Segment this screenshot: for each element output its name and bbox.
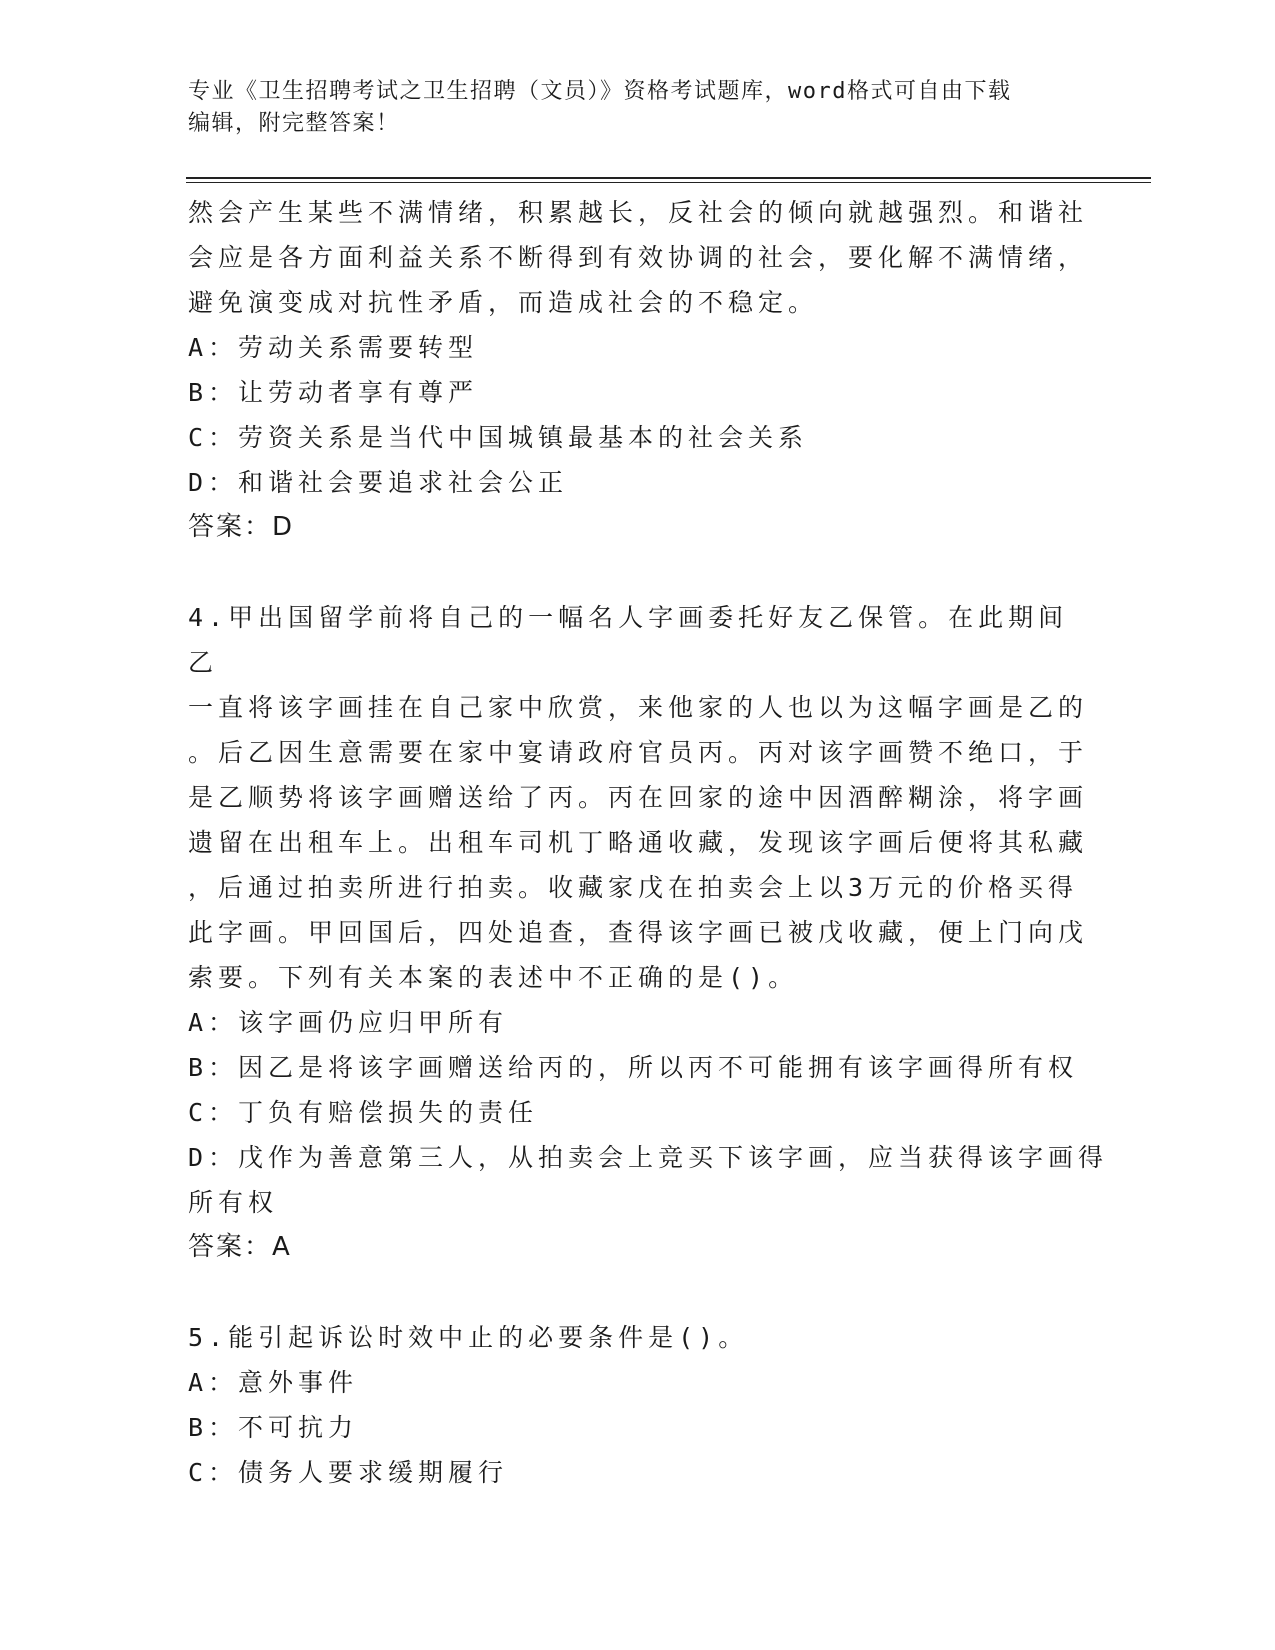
question-stem-line: 。后乙因生意需要在家中宴请政府官员丙。丙对该字画赞不绝口，于: [188, 738, 1089, 767]
question-stem-line: 避免演变成对抗性矛盾，而造成社会的不稳定。: [188, 288, 819, 317]
question-4: [188, 595, 1109, 1270]
question-content: [188, 190, 1109, 1495]
question-stem-line: 会应是各方面利益关系不断得到有效协调的社会，要化解不满情绪，: [188, 243, 1089, 272]
question-stem-line: 4.甲出国留学前将自己的一幅名人字画委托好友乙保管。在此期间乙: [188, 603, 1069, 677]
answer-label: 答案：A: [188, 1232, 292, 1262]
option-d: D：和谐社会要追求社会公正: [188, 468, 569, 497]
option-b: B：不可抗力: [188, 1413, 359, 1442]
option-d: D：戊作为善意第三人，从拍卖会上竞买下该字画，应当获得该字画得: [188, 1143, 1109, 1172]
question-stem-line: 是乙顺势将该字画赠送给了丙。丙在回家的途中因酒醉糊涂，将字画: [188, 783, 1089, 812]
option-b: B：因乙是将该字画赠送给丙的，所以丙不可能拥有该字画得所有权: [188, 1053, 1079, 1082]
header-line-2: 编辑，附完整答案！: [188, 111, 400, 136]
question-stem-line: 索要。下列有关本案的表述中不正确的是()。: [188, 963, 799, 992]
header-line-1: 专业《卫生招聘考试之卫生招聘（文员）》资格考试题库，word格式可自由下载: [188, 79, 1012, 104]
option-b: B：让劳动者享有尊严: [188, 378, 479, 407]
option-c: C：丁负有赔偿损失的责任: [188, 1098, 539, 1127]
option-d-continuation: 所有权: [188, 1188, 279, 1217]
option-a: A：该字画仍应归甲所有: [188, 1008, 509, 1037]
question-spacer: [188, 550, 1088, 595]
option-a: A：意外事件: [188, 1368, 359, 1397]
question-stem-line: 此字画。甲回国后，四处追查，查得该字画已被戊收藏，便上门向戊: [188, 918, 1089, 947]
option-c: C：劳资关系是当代中国城镇最基本的社会关系: [188, 423, 809, 452]
question-stem-line: 5.能引起诉讼时效中止的必要条件是()。: [188, 1323, 749, 1352]
answer-label: 答案：D: [188, 512, 295, 542]
question-stem-line: 然会产生某些不满情绪，积累越长，反社会的倾向就越强烈。和谐社: [188, 198, 1089, 227]
question-stem-line: 一直将该字画挂在自己家中欣赏，来他家的人也以为这幅字画是乙的: [188, 693, 1089, 722]
option-a: A：劳动关系需要转型: [188, 333, 479, 362]
question-5: [188, 1315, 1088, 1495]
header-divider: [186, 177, 1151, 183]
question-stem-line: 遗留在出租车上。出租车司机丁略通收藏，发现该字画后便将其私藏: [188, 828, 1089, 857]
option-c: C：债务人要求缓期履行: [188, 1458, 509, 1487]
question-3: [188, 190, 1088, 550]
page-header: [188, 76, 1088, 140]
question-stem-line: ，后通过拍卖所进行拍卖。收藏家戊在拍卖会上以3万元的价格买得: [188, 873, 1079, 902]
question-spacer: [188, 1270, 1088, 1315]
